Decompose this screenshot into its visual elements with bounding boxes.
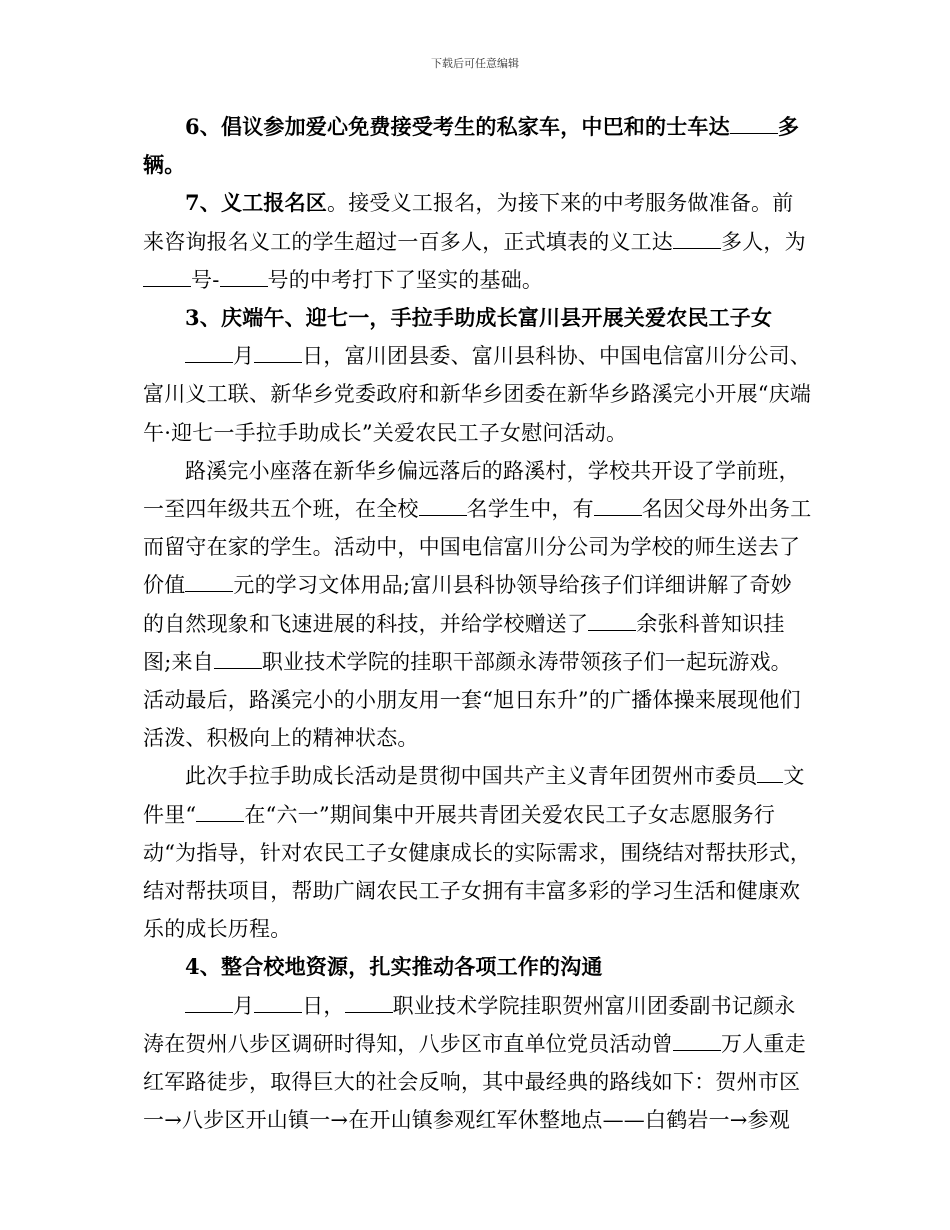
fill-blank [730, 113, 778, 134]
fill-blank [254, 342, 302, 363]
item-7: 7、义工报名区。接受义工报名，为接下来的中考服务做准备。前来咨询报名义工的学生超过一百多人，正式填表的义工达 多人，为号- 号的中考打下了坚实的基础。 [143, 190, 806, 292]
fill-blank [214, 648, 262, 669]
page-header: 下载后可任意编辑 [431, 57, 519, 70]
fill-blank [185, 572, 233, 593]
fill-blank [345, 992, 393, 1013]
fill-blank [185, 992, 233, 1013]
section-3-paragraph-3: 此次手拉手助成长活动是贯彻中国共产主义青年团贺州市委员 文件里“ 在“六一”期间集中开展共青团关爱农民工子女志愿服务行动“为指导，针对农民工子女健康成长的实际需求，围绕结对帮扶形式，结对帮扶项目，帮助广阔农民工子女拥有丰富多彩的学习生活和健康欢乐的成长历程。 [143, 764, 812, 942]
item-6: 6、倡议参加爱心免费接受考生的私家车，中巴和的士车达 多辆。 [143, 114, 800, 178]
document-body [143, 108, 813, 1139]
fill-blank [196, 801, 244, 822]
fill-blank [220, 266, 268, 287]
section-4-heading: 4、整合校地资源，扎实推动各项工作的沟通 [185, 954, 603, 980]
fill-blank [673, 228, 721, 249]
fill-blank [588, 610, 636, 631]
fill-blank [185, 342, 233, 363]
section-3-paragraph-2: 路溪完小座落在新华乡偏远落后的路溪村，学校共开设了学前班，一至四年级共五个班，在全校 名学生中，有 名因父母外出务工而留守在家的学生。活动中，中国电信富川分公司为学校的师生送去了价值 元的学习文体用品;富川县科协领导给孩子们详细讲解了奇妙的自然现象和飞速进展的科技，并给学校赠送了 余张科普知识挂图;来自 职业技术学院的挂职干部颜永涛带领孩子们一起玩游戏。活动最后，路溪完小的小朋友用一套“旭日东升”的广播体操来展现他们活泼、积极向上的精神状态。 [143, 458, 812, 751]
fill-blank [673, 1030, 721, 1051]
fill-blank [143, 266, 191, 287]
item-7-heading: 7、义工报名区 [185, 190, 328, 216]
fill-blank [419, 495, 467, 516]
section-3-paragraph-1: 月 日，富川团县委、富川县科协、中国电信富川分公司、富川义工联、新华乡党委政府和新华乡团委在新华乡路溪完小开展“庆端午·迎七一手拉手助成长”关爱农民工子女慰问活动。 [143, 344, 812, 445]
fill-blank [594, 495, 642, 516]
fill-blank [254, 992, 302, 1013]
fill-blank [757, 763, 783, 784]
section-4-paragraph-1: 月 日， 职业技术学院挂职贺州富川团委副书记颜永涛在贺州八步区调研时得知，八步区市直单位党员活动曾 万人重走红军路徒步，取得巨大的社会反响，其中最经典的路线如下：贺州市区一→八步区开山镇一→在开山镇参观红军休整地点——白鹤岩一→参观 [143, 993, 806, 1133]
section-3-heading: 3、庆端午、迎七一，手拉手助成长富川县开展关爱农民工子女 [185, 305, 773, 331]
